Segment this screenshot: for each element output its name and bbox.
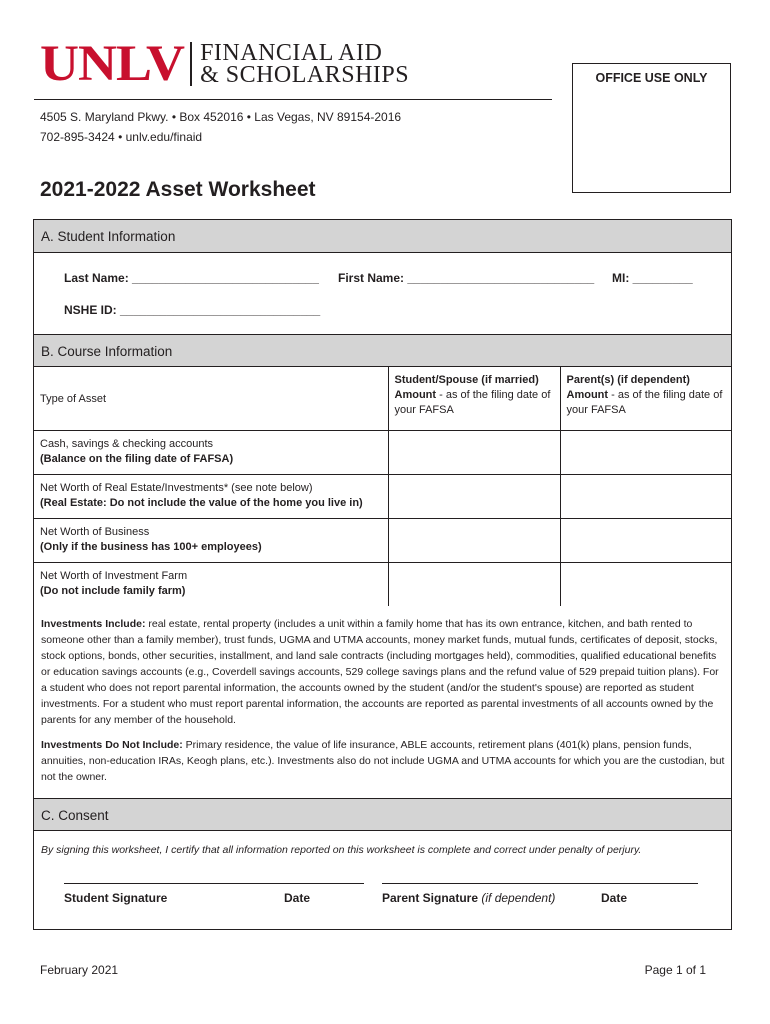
asset-note: (Real Estate: Do not include the value of the home you live in) (40, 496, 363, 509)
asset-table (34, 367, 731, 606)
table-header-row (34, 367, 731, 430)
mi-field[interactable]: MI: _________ (612, 271, 693, 285)
investment-notes (41, 616, 727, 794)
student-amount-cell[interactable] (388, 518, 560, 562)
parent-signature-label (382, 891, 555, 905)
asset-label: Net Worth of Real Estate/Investments* (see note below) (40, 481, 313, 494)
investments-include-text: real estate, rental property (includes a unit within a family home that has its own entrance, kitchen, and bath rented to someone other than a family member), trust funds, UGMA and UTMA accounts, money market funds, mutual funds, certificates of deposit, stocks, stock options, bonds, other securities, installment, and land sale contracts (including mortgages held), commodities, qualified educational benefits or education savings accounts (e.g., Coverdell savings accounts, 529 college savings plans and the refund value of 529 prepaid tuition plans). For a student who does not report parental information, the accounts owned by the student (and/or the student's spouse) are reported as student investments. For a student who must report parental information, the accounts are reported as parental investments of all accounts owned by the parents for any member of the household. (41, 618, 719, 726)
header-divider (34, 99, 552, 100)
table-row (34, 518, 731, 562)
student-signature-line[interactable] (64, 883, 364, 884)
parent-amount-cell[interactable] (560, 518, 731, 562)
asset-label-cell (34, 518, 388, 562)
asset-label-cell (34, 430, 388, 474)
section-a-title: A. Student Information (41, 229, 176, 244)
student-amount-label: Amount (394, 389, 437, 401)
consent-statement: By signing this worksheet, I certify that all information reported on this worksheet is complete and correct under penalty of perjury. (41, 844, 642, 856)
student-date-label: Date (284, 891, 311, 905)
nshe-id-field[interactable]: NSHE ID: ______________________________ (64, 303, 321, 317)
student-amount-note: - as of the filing date of your FAFSA (394, 389, 551, 416)
student-amount-cell[interactable] (388, 430, 560, 474)
asset-label: Net Worth of Business (40, 525, 150, 538)
section-c-header (34, 798, 731, 831)
office-use-label: OFFICE USE ONLY (595, 71, 708, 85)
asset-label: Cash, savings & checking accounts (40, 437, 214, 450)
parent-column-title: Parent(s) (if dependent) (566, 374, 690, 386)
asset-note: (Do not include family farm) (40, 584, 186, 597)
parent-amount-cell[interactable] (560, 474, 731, 518)
footer-page-number: Page 1 of 1 (644, 963, 706, 977)
address-line-1: 4505 S. Maryland Pkwy. • Box 452016 • Las Vegas, NV 89154-2016 (40, 110, 402, 124)
student-amount-cell[interactable] (388, 474, 560, 518)
section-b-title: B. Course Information (41, 344, 173, 359)
investments-exclude-text: Primary residence, the value of life insurance, ABLE accounts, retirement plans (401(k) plans, pension funds, annuities, non-education IRAs, Keogh plans, etc.). Investments also do not include UGMA and UTMA accounts for which you are the custodian, but not the owner. (41, 739, 725, 783)
logo-mark: UNLV (40, 34, 185, 92)
parent-signature-line[interactable] (382, 883, 698, 884)
parent-signature-qualifier: (if dependent) (481, 891, 556, 905)
section-a-header (34, 220, 731, 253)
logo-divider (190, 42, 192, 86)
last-name-field[interactable]: Last Name: ____________________________ (64, 271, 319, 285)
column-header-type: Type of Asset (40, 392, 107, 405)
table-row (34, 474, 731, 518)
asset-label: Net Worth of Investment Farm (40, 569, 188, 582)
parent-date-label: Date (601, 891, 628, 905)
parent-amount-cell[interactable] (560, 430, 731, 474)
column-header-student (388, 367, 560, 430)
parent-signature-text: Parent Signature (382, 891, 479, 905)
parent-amount-note: - as of the filing date of your FAFSA (566, 389, 723, 416)
student-signature-label: Student Signature (64, 891, 168, 905)
investments-exclude-title: Investments Do Not Include: (41, 739, 183, 751)
asset-label-cell (34, 474, 388, 518)
investments-exclude-paragraph (41, 737, 727, 785)
table-row (34, 562, 731, 606)
section-c-title: C. Consent (41, 808, 109, 823)
logo-department (200, 42, 409, 86)
page-title: 2021-2022 Asset Worksheet (40, 178, 316, 201)
worksheet-form (33, 219, 732, 930)
investments-include-paragraph (41, 616, 727, 728)
footer-date: February 2021 (40, 963, 119, 977)
investments-include-title: Investments Include: (41, 618, 146, 630)
student-amount-cell[interactable] (388, 562, 560, 606)
logo-line-2: & SCHOLARSHIPS (200, 62, 410, 88)
parent-amount-label: Amount (566, 389, 609, 401)
asset-note: (Balance on the filing date of FAFSA) (40, 452, 234, 465)
parent-amount-cell[interactable] (560, 562, 731, 606)
office-use-box (572, 63, 731, 193)
asset-note: (Only if the business has 100+ employees) (40, 540, 262, 553)
column-header-parent (560, 367, 731, 430)
unlv-logo (40, 34, 410, 92)
table-row (34, 430, 731, 474)
address-line-2: 702-895-3424 • unlv.edu/finaid (40, 130, 203, 144)
section-b-header (34, 334, 731, 367)
asset-label-cell (34, 562, 388, 606)
first-name-field[interactable]: First Name: ____________________________ (338, 271, 595, 285)
student-column-title: Student/Spouse (if married) (394, 374, 539, 386)
logo-line-1: FINANCIAL AID (200, 40, 383, 66)
